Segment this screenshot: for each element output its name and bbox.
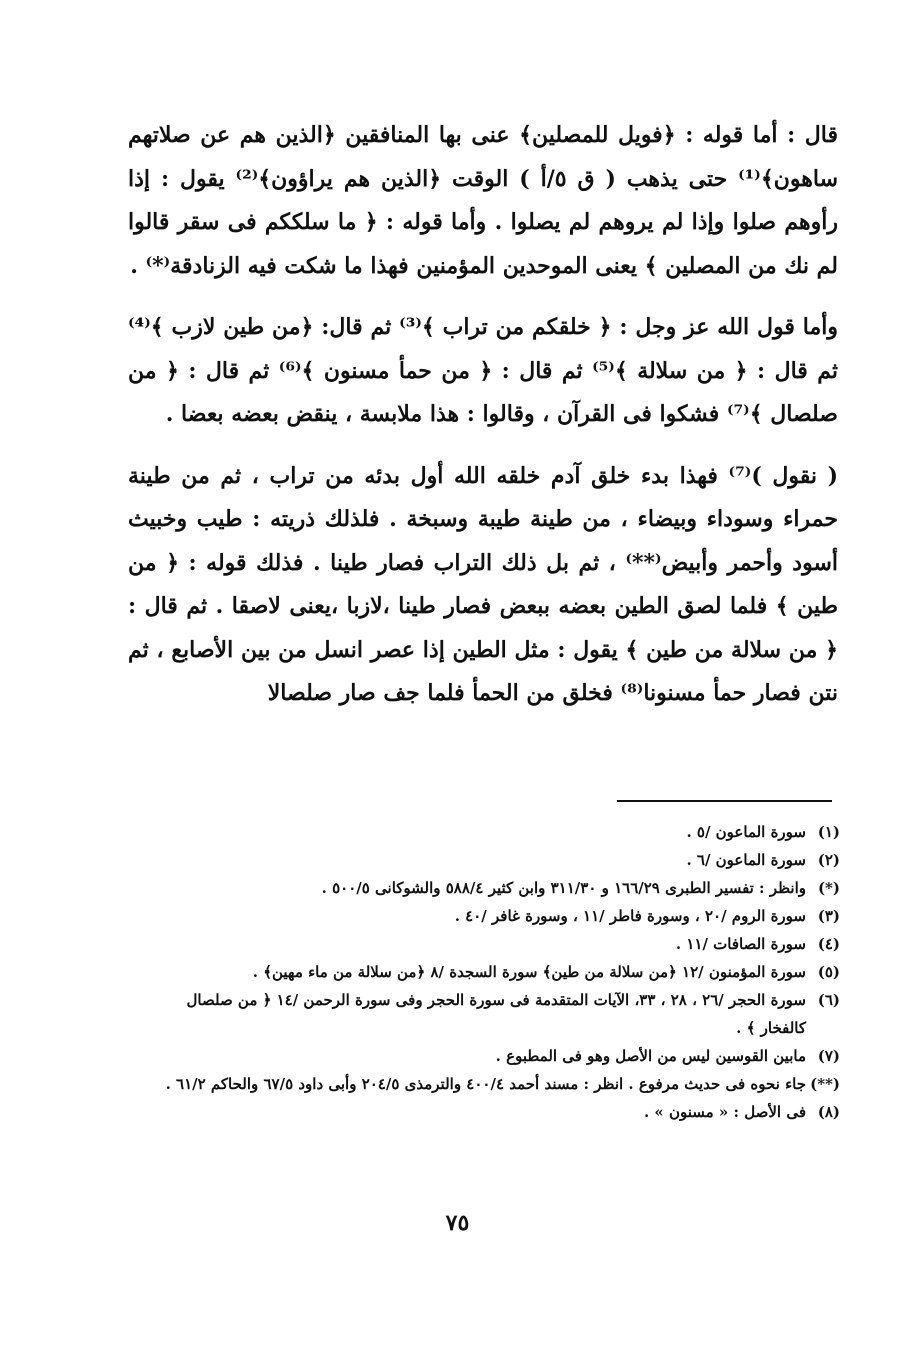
paragraph: قال : أما قوله : ﴿فويل للمصلين﴾ عنى بها المنافقين ﴿الذين هم عن صلاتهم ساهون﴾⁽¹⁾ حتى يذهب ( ق ٥/أ ) الوقت ﴿الذين هم يراؤون﴾⁽²⁾ يقول : إذا رأوهم صلوا وإذا لم يروهم لم يصلوا . وأما قوله : ﴿ ما سلككم فى سقر قالوا لم نك من المصلين ﴾ يعنى الموحدين المؤمنين فهذا ما شكت فيه الزنادقة⁽*⁾ . (128, 122, 838, 279)
footnotes (140, 818, 840, 1126)
footnote-text: فى الأصل : « مسنون » . (643, 1103, 806, 1121)
footnote (140, 986, 840, 1042)
footnote-marker: (٤) (817, 935, 840, 953)
footnote-text: سورة الصافات /١١ . (675, 935, 806, 953)
main-text (128, 114, 838, 716)
footnote-text: جاء نحوه فى حديث مرفوع . انظر : مسند أحمد ٤٠٠/٤ والترمذى ٢٠٤/٥ وأبى داود ٦٧/٥ والحاكم ٦١/٢ . (165, 1075, 806, 1093)
footnote (140, 1042, 840, 1070)
footnote (140, 930, 840, 958)
page-number: ٧٥ (445, 1210, 470, 1236)
footnote-marker: (٦) (817, 991, 840, 1009)
footnote-text: سورة المؤمنون /١٢ ﴿من سلالة من طين﴾ سورة السجدة /٨ ﴿من سلالة من ماء مهين﴾ . (252, 963, 806, 981)
footnote-marker: (٥) (817, 963, 840, 981)
footnote (140, 846, 840, 874)
footnote-marker: (٣) (817, 907, 840, 925)
footnote-marker: (٢) (817, 851, 840, 869)
footnote-marker: (٧) (817, 1047, 840, 1065)
footnote-text: سورة الروم /٢٠ ، وسورة فاطر /١١ ، وسورة غافر /٤٠ . (454, 907, 806, 925)
footnote-marker: (١) (817, 823, 840, 841)
footnote-text: وانظر : تفسير الطبرى ١٦٦/٢٩ و ٣١١/٣٠ وابن كثير ٥٨٨/٤ والشوكانى ٥٠٠/٥ . (321, 879, 806, 897)
footnote (140, 902, 840, 930)
footnote (140, 1098, 840, 1126)
footnote (140, 1070, 840, 1098)
footnote-marker: (**) (810, 1075, 840, 1093)
paragraph: وأما قول الله عز وجل : ﴿ خلقكم من تراب ﴾⁽³⁾ ثم قال: ﴿من طين لازب ﴾⁽⁴⁾ ثم قال : ﴿ من سلالة ﴾⁽⁵⁾ ثم قال : ﴿ من حمأ مسنون ﴾⁽⁶⁾ ثم قال : ﴿ من صلصال ﴾⁽⁷⁾ فشكوا فى القرآن ، وقالوا : هذا ملابسة ، ينقض بعضه بعضا . (128, 314, 839, 427)
footnote-separator (617, 800, 832, 802)
paragraph: ( نقول )⁽⁷⁾ فهذا بدء خلق آدم خلقه الله أول بدئه من تراب ، ثم من طينة حمراء وسوداء وبيضاء ، من طينة طيبة وسبخة . فلذلك ذريته : طيب وخبيث أسود وأحمر وأبيض⁽**⁾ ، ثم بل ذلك التراب فصار طينا . فذلك قوله : ﴿ من طين ﴾ فلما لصق الطين بعضه ببعض فصار طينا ،لازبا ،يعنى لاصقا . ثم قال : ﴿ من سلالة من طين ﴾ يقول : مثل الطين إذا عصر انسل من بين الأصابع ، ثم نتن فصار حمأ مسنونا⁽⁸⁾ فخلق من الحمأ فلما جف صار صلصالا (128, 462, 839, 706)
footnote-text: مابين القوسين ليس من الأصل وهو فى المطبوع . (495, 1047, 806, 1065)
footnote-marker: (٨) (817, 1103, 840, 1121)
footnote-marker: (*) (817, 879, 840, 897)
footnote (140, 874, 840, 902)
footnote-text: سورة الحجر /٢٦ ، ٢٨ ، ٣٣، الآيات المتقدمة فى سورة الحجر وفى سورة الرحمن /١٤ ﴿ من صلصال كالفخار ﴾ . (186, 991, 806, 1037)
footnote (140, 958, 840, 986)
footnote-text: سورة الماعون /٦ . (686, 851, 806, 869)
footnote-text: سورة الماعون /٥ . (686, 823, 806, 841)
footnote (140, 818, 840, 846)
